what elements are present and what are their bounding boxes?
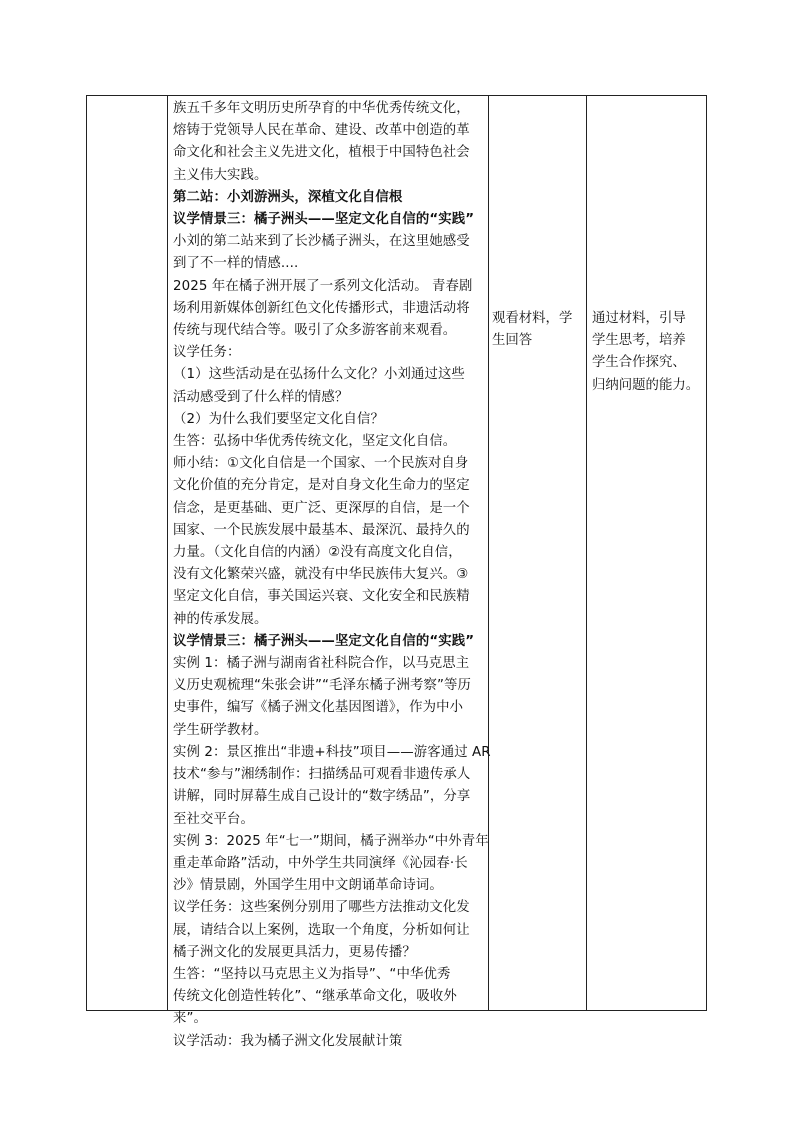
content-line: 传统文化创造性转化”、“继承革命文化，吸收外 (173, 989, 457, 1005)
content-line: 主义伟大实践。 (173, 167, 268, 183)
content-line: 橘子洲文化的发展更具活力，更易传播？ (173, 944, 416, 960)
content-line: 文化价值的充分肯定，是对自身文化生命力的坚定 (173, 478, 470, 494)
content-line: 命文化和社会主义先进文化，植根于中国特色社会 (173, 145, 470, 161)
content-line: 来”。 (173, 1011, 208, 1027)
column-divider-3 (586, 96, 587, 1010)
content-line: 活动感受到了什么样的情感？ (173, 389, 349, 405)
content-line: 小刘的第二站来到了长沙橘子洲头，在这里她感受 (173, 234, 470, 250)
content-line: 传统与现代结合等。吸引了众多游客前来观看。 (173, 323, 457, 339)
content-line: 没有文化繁荣兴盛，就没有中华民族伟大复兴。③ (173, 567, 469, 583)
content-line: （2）为什么我们要坚定文化自信？ (173, 411, 384, 427)
content-line: 讲解，同时屏幕生成自己设计的“数字绣品”，分享 (173, 789, 471, 805)
content-line: 坚定文化自信，事关国运兴衰、文化安全和民族精 (173, 589, 470, 605)
design-intent-cell (592, 308, 706, 397)
content-line: 族五千多年文明历史所孕育的中华优秀传统文化， (173, 101, 470, 116)
content-line: （1）这些活动是在弘扬什么文化？小刘通过这些 (173, 367, 465, 383)
content-line: 实例 3：2025 年“七一”期间，橘子洲举办“中外青年 (173, 833, 489, 849)
content-line: 展，请结合以上案例，选取一个角度，分析如何让 (173, 922, 470, 938)
content-line: 技术“参与”湘绣制作：扫描绣品可观看非遗传承人 (173, 767, 471, 783)
content-line: 第二站：小刘游洲头，深植文化自信根 (173, 189, 403, 205)
design-intent-line: 学生思考，培养 (592, 333, 686, 349)
content-line: 重走革命路”活动，中外学生共同演绎《沁园春·长 (173, 855, 468, 871)
design-intent-line: 学生合作探究、 (592, 355, 686, 371)
content-line: 场利用新媒体创新红色文化传播形式，非遗活动将 (173, 300, 470, 316)
content-line: 熔铸于党领导人民在革命、建设、改革中创造的革 (173, 123, 470, 139)
content-line: 史事件，编写《橘子洲文化基因图谱》，作为中小 (173, 700, 464, 716)
student-activity-cell (492, 308, 584, 352)
content-line: 议学活动：我为橘子洲文化发展献计策 (173, 1033, 403, 1049)
content-line: 议学任务：这些案例分别用了哪些方法推动文化发 (173, 900, 470, 916)
content-line: 学生研学教材。 (173, 722, 268, 738)
content-line: 信念，是更基础、更广泛、更深厚的自信，是一个 (173, 500, 470, 516)
design-intent-line: 归纳问题的能力。 (592, 377, 700, 393)
student-activity-line: 观看材料，学 (492, 311, 573, 326)
content-line: 议学情景三：橘子洲头——坚定文化自信的“实践” (173, 633, 475, 649)
student-activity-line: 生回答 (492, 333, 533, 349)
content-line: 议学任务： (173, 345, 241, 361)
content-line: 国家、一个民族发展中最基本、最深沉、最持久的 (173, 522, 470, 538)
lesson-plan-table (86, 95, 707, 1049)
column-divider-1 (167, 96, 168, 1010)
content-line: 力量。（文化自信的内涵）②没有高度文化自信， (173, 545, 462, 561)
design-intent-line: 通过材料，引导 (592, 311, 686, 326)
content-line: 生答：弘扬中华优秀传统文化，坚定文化自信。 (173, 434, 457, 450)
content-line: 实例 2：景区推出“非遗+科技”项目——游客通过 AR (173, 744, 491, 760)
content-line: 沙》情景剧，外国学生用中文朗诵革命诗词。 (173, 878, 443, 894)
content-line: 至社交平台。 (173, 811, 254, 827)
content-line: 神的传承发展。 (173, 611, 268, 627)
content-line: 义历史观梳理“朱张会讲”“毛泽东橘子洲考察”等历 (173, 678, 471, 694)
teaching-process-cell (173, 96, 491, 1053)
content-line: 到了不一样的情感.... (173, 256, 299, 272)
content-line: 实例 1：橘子洲与湖南省社科院合作，以马克思主 (173, 656, 470, 672)
content-line: 议学情景三：橘子洲头——坚定文化自信的“实践” (173, 212, 475, 228)
content-line: 2025 年在橘子洲开展了一系列文化活动。 青春剧 (173, 278, 473, 294)
content-line: 师小结：①文化自信是一个国家、一个民族对自身 (173, 456, 469, 472)
content-line: 生答：“坚持以马克思主义为指导”、“中华优秀 (173, 966, 451, 982)
